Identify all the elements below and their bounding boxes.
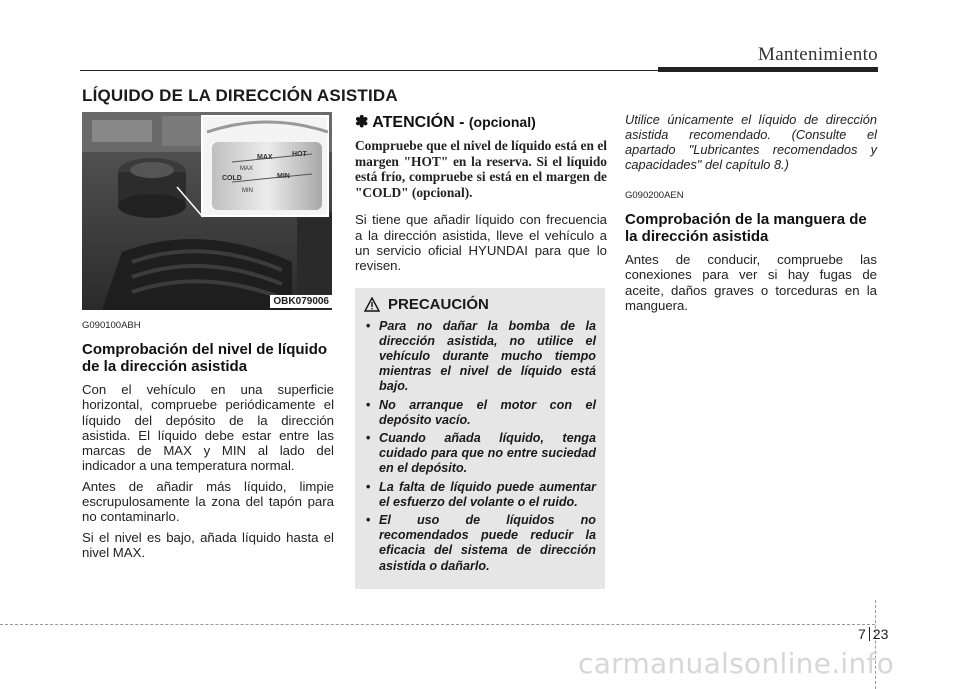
- caution-list: [364, 319, 596, 574]
- attention-heading: [355, 112, 607, 132]
- page-number-value: 23: [872, 626, 889, 642]
- paragraph: Si el nivel es bajo, añada líquido hasta el nivel MAX.: [82, 529, 334, 560]
- caution-item: • El uso de líquidos no recomendados puede reducir la eficacia del sistema de dirección asistida o dañarlo.: [364, 513, 596, 574]
- caution-item: • Cuando añada líquido, tenga cuidado para que no entre suciedad en el depósito.: [364, 431, 596, 477]
- column-left: [82, 112, 334, 560]
- attention-symbol-icon: ✽: [355, 114, 369, 131]
- column-right: [625, 112, 877, 313]
- chapter-number: 7: [858, 626, 866, 642]
- subhead-fluid-level: Comprobación del nivel de líquido de la dirección asistida: [82, 341, 328, 375]
- photo-code: OBK079006: [270, 295, 332, 308]
- watermark: carmanualsonline.info: [578, 647, 895, 680]
- section-title: LÍQUIDO DE LA DIRECCIÓN ASISTIDA: [82, 86, 398, 105]
- caution-item: • La falta de líquido puede aumentar el esfuerzo del volante o el ruido.: [364, 480, 596, 510]
- caution-heading: [364, 296, 596, 313]
- inset-label-max: MAX: [257, 154, 273, 161]
- caution-box: [355, 288, 605, 589]
- paragraph: Antes de conducir, compruebe las conexiones para ver si hay fugas de aceite, daños graves o torceduras en la manguera.: [625, 252, 877, 313]
- paragraph: Si tiene que añadir líquido con frecuencia a la dirección asistida, lleve el vehículo a un servicio oficial HYUNDAI para que lo revisen.: [355, 212, 607, 274]
- caution-item: • No arranque el motor con el depósito vacío.: [364, 398, 596, 428]
- header-rule-thick: [658, 67, 878, 72]
- footer-divider: [0, 624, 875, 625]
- caution-title: PRECAUCIÓN: [388, 295, 489, 313]
- inset-label-min-2: MIN: [242, 188, 253, 194]
- attention-title: ATENCIÓN -: [372, 114, 465, 131]
- chapter-header: Mantenimiento: [758, 44, 878, 65]
- reservoir-photo: [82, 112, 332, 310]
- caution-item: • Para no dañar la bomba de la dirección asistida, no utilice el vehículo durante mucho tiempo mientras el nivel de líquido está bajo.: [364, 319, 596, 395]
- paragraph: Antes de añadir más líquido, limpie escrupulosamente la zona del tapón para no contaminarlo.: [82, 478, 334, 525]
- paragraph: Con el vehículo en una superficie horizontal, compruebe periódicamente el líquido del depósito de la dirección asistida. El líquido debe estar entre las marcas de MAX y MIN al lado del indicador a una temperatura normal.: [82, 382, 334, 474]
- inset-label-min: MIN: [277, 173, 290, 180]
- subhead-hose-check: Comprobación de la manguera de la dirección asistida: [625, 211, 867, 245]
- page-number: [858, 626, 888, 642]
- column-middle: [355, 112, 607, 589]
- inset-label-max-2: MAX: [240, 166, 254, 172]
- section-code: G090200AEN: [625, 190, 684, 201]
- inset-label-hot: HOT: [292, 151, 307, 158]
- note-recommended-fluid: Utilice únicamente el líquido de dirección asistida recomendado. (Consulte el apartado "Lubricantes recomendados y capacidades" del capítulo 8.): [625, 112, 877, 172]
- attention-body: Compruebe que el nivel de líquido está en el margen "HOT" en la reserva. Si el líquido está frío, compruebe si está en el margen de "COLD" (opcional).: [355, 138, 607, 200]
- attention-optional: (opcional): [468, 114, 536, 130]
- inset-label-cold: COLD: [222, 175, 242, 182]
- warning-triangle-icon: [364, 297, 380, 312]
- section-code: G090100ABH: [82, 320, 141, 331]
- header-rule-thin: [80, 70, 660, 71]
